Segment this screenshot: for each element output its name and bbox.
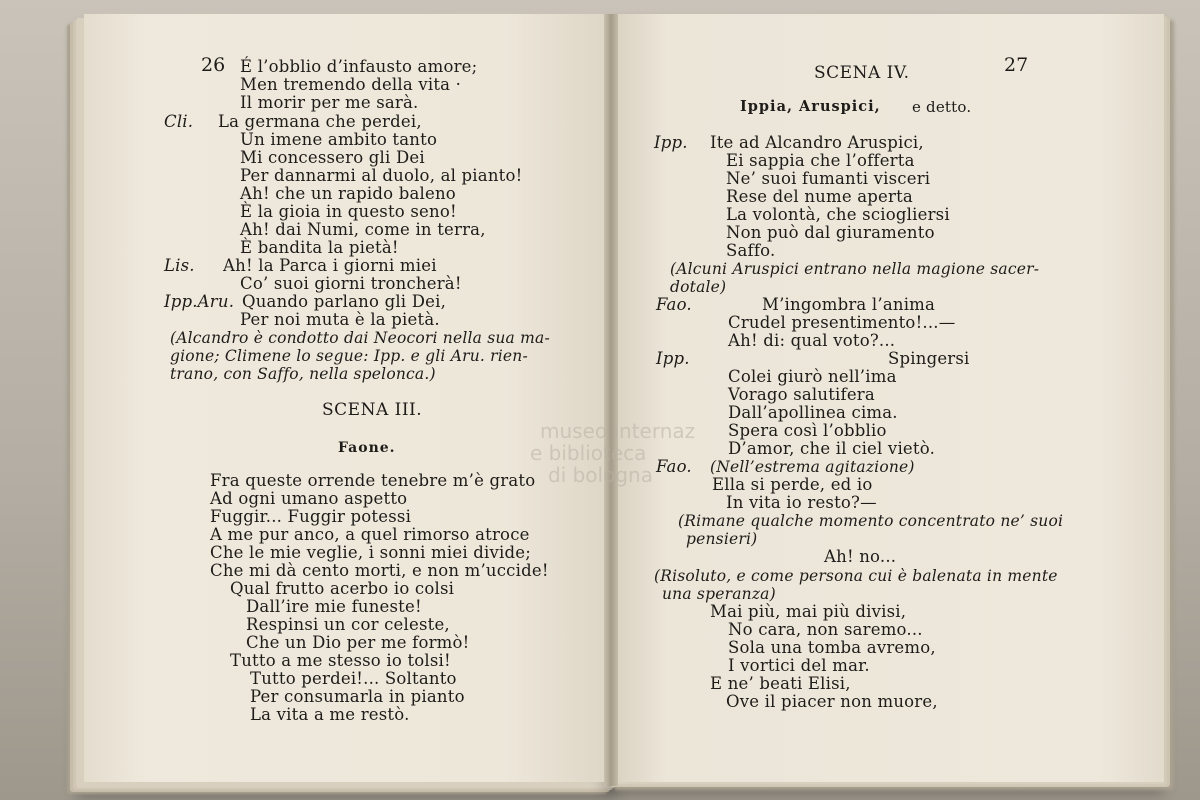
verse-line: Non può dal giuramento: [726, 223, 935, 242]
verse-line: Dall’ire mie funeste!: [246, 597, 422, 616]
verse-line: Ad ogni umano aspetto: [210, 489, 408, 508]
verse-line: Tutto perdei!... Soltanto: [250, 669, 457, 688]
verse-line: È la gioia in questo seno!: [240, 202, 457, 221]
scene-characters: Ippia, Aruspici,: [740, 98, 881, 115]
scene-title: SCENA III.: [322, 400, 423, 420]
scene-characters-tail: e detto.: [912, 98, 972, 116]
verse-line: Dall’apollinea cima.: [728, 403, 898, 422]
page-number: 27: [1004, 54, 1029, 76]
stage-direction: (Rimane qualche momento concentrato ne’ suoi: [678, 512, 1064, 530]
verse-line: Men tremendo della vita ·: [240, 75, 462, 94]
verse-line: Ah! dai Numi, come in terra,: [240, 220, 486, 239]
speaker-label: Cli.: [164, 112, 194, 131]
verse-line: Ah! di: qual voto?...: [728, 331, 896, 350]
verse-line: È bandita la pietà!: [240, 238, 399, 257]
verse-line: La germana che perdei,: [218, 112, 422, 131]
verse-line: Spera così l’obblio: [728, 421, 887, 440]
watermark-line: e biblioteca: [530, 441, 647, 465]
stage-direction: dotale): [670, 278, 727, 296]
verse-line: Un imene ambito tanto: [240, 130, 438, 149]
verse-line: Mai più, mai più divisi,: [710, 602, 907, 621]
verse-line: Respinsi un cor celeste,: [246, 615, 450, 634]
verse-line: Mi concessero gli Dei: [240, 148, 425, 167]
stage-direction: (Alcandro è condotto dai Neocori nella sua ma-: [170, 329, 550, 347]
verse-line: Ite ad Alcandro Aruspici,: [710, 133, 924, 152]
verse-line: Per noi muta è la pietà.: [240, 310, 440, 329]
verse-line: Ella si perde, ed io: [712, 475, 873, 494]
verse-line: La vita a me restò.: [250, 705, 410, 724]
verse-line: Saffo.: [726, 241, 776, 260]
speaker-label: Fao.: [656, 295, 692, 314]
speaker-label: Lis.: [164, 256, 195, 275]
verse-line: Qual frutto acerbo io colsi: [230, 579, 455, 598]
verse-line: In vita io resto?—: [726, 493, 877, 512]
verse-line: Che un Dio per me formò!: [246, 633, 470, 652]
verse-line: Tutto a me stesso io tolsi!: [230, 651, 451, 670]
verse-line: Per dannarmi al duolo, al pianto!: [240, 166, 523, 185]
verse-line: M’ingombra l’anima: [762, 295, 936, 314]
stage-direction: trano, con Saffo, nella spelonca.): [170, 365, 436, 383]
verse-line: É l’obblio d’infausto amore;: [240, 57, 478, 76]
stage-direction: (Alcuni Aruspici entrano nella magione sacer-: [670, 260, 1040, 278]
speaker-label: Fao.: [656, 457, 692, 476]
verse-line: Ne’ suoi fumanti visceri: [726, 169, 931, 188]
page-number: 26: [201, 54, 226, 76]
verse-line: I vortici del mar.: [728, 656, 870, 675]
stage-direction: (Nell’estrema agitazione): [710, 458, 915, 476]
right-page: [612, 14, 1164, 782]
verse-line: Fuggir... Fuggir potessi: [210, 507, 412, 526]
verse-line: Quando parlano gli Dei,: [242, 292, 447, 311]
verse-line: Rese del nume aperta: [726, 187, 913, 206]
stage-direction: pensieri): [686, 530, 758, 548]
verse-line: Ei sappia che l’offerta: [726, 151, 915, 170]
stage-direction: gione; Climene lo segue: Ipp. e gli Aru. rien-: [170, 347, 528, 365]
watermark-line: museo internaz: [540, 419, 696, 443]
stage-direction: (Risoluto, e come persona cui è balenata in mente: [654, 567, 1058, 585]
verse-line: Che le mie veglie, i sonni miei divide;: [210, 543, 531, 562]
verse-line: Crudel presentimento!...—: [728, 313, 956, 332]
verse-line: Per consumarla in pianto: [250, 687, 465, 706]
verse-line: Ah! no...: [824, 547, 897, 566]
verse-line: Ah! la Parca i giorni miei: [223, 256, 437, 275]
verse-line: Colei giurò nell’ima: [728, 367, 897, 386]
scene-characters: Faone.: [338, 440, 396, 456]
scene-title: SCENA IV.: [814, 63, 910, 83]
book-gutter: [604, 14, 618, 786]
speaker-label: Ipp.: [656, 349, 690, 368]
verse-line: Fra queste orrende tenebre m’è grato: [210, 471, 536, 490]
verse-line: No cara, non saremo...: [728, 620, 923, 639]
verse-line: A me pur anco, a quel rimorso atroce: [210, 525, 530, 544]
verse-line: Vorago salutifera: [728, 385, 875, 404]
verse-line: Spingersi: [888, 349, 970, 368]
speaker-label: Ipp.: [654, 133, 688, 152]
verse-line: Il morir per me sarà.: [240, 93, 419, 112]
verse-line: La volontà, che sciogliersi: [726, 205, 950, 224]
verse-line: Ove il piacer non muore,: [726, 692, 938, 711]
left-page: [84, 14, 612, 782]
verse-line: E ne’ beati Elisi,: [710, 674, 851, 693]
watermark-line: di bologna: [548, 463, 653, 487]
verse-line: Che mi dà cento morti, e non m’uccide!: [210, 561, 549, 580]
speaker-label: Ipp.Aru.: [164, 292, 235, 311]
library-watermark: [430, 420, 695, 486]
verse-line: D’amor, che il ciel vietò.: [728, 439, 936, 458]
stage-direction: una speranza): [662, 585, 776, 603]
verse-line: Ah! che un rapido baleno: [240, 184, 456, 203]
verse-line: Sola una tomba avremo,: [728, 638, 936, 657]
verse-line: Co’ suoi giorni troncherà!: [240, 274, 462, 293]
